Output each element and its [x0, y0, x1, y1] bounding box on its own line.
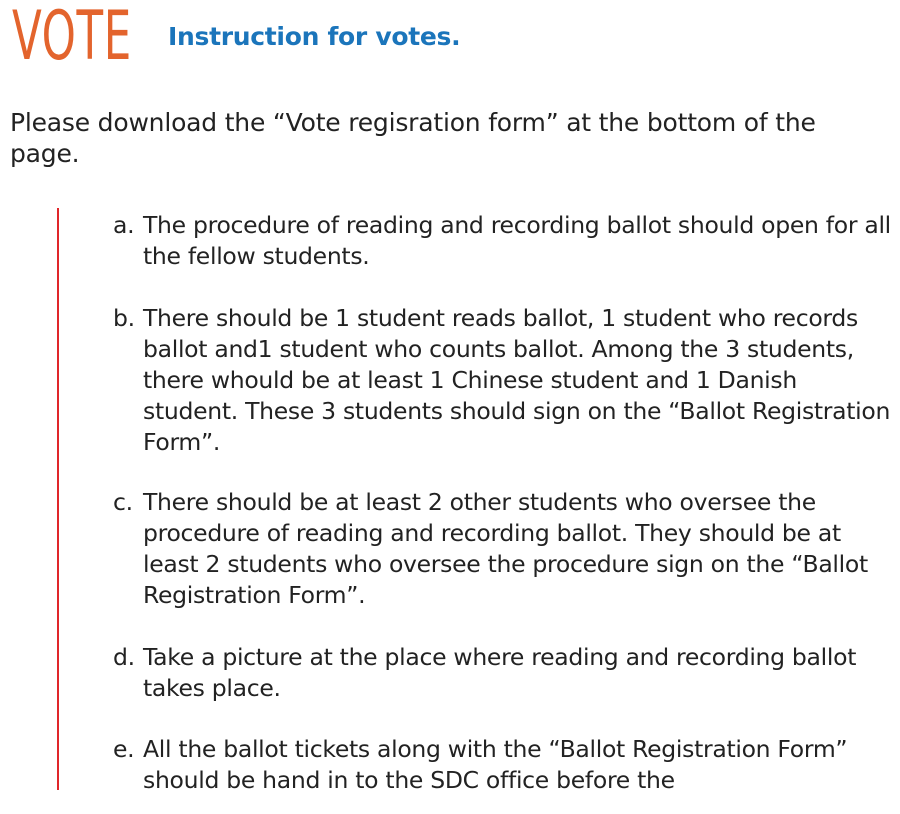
list-item-text: All the ballot tickets along with the “Ballot Registration Form” should be hand in to the SDC office before the: [143, 735, 848, 794]
list-item: [113, 487, 898, 611]
list-item-letter: b.: [113, 304, 135, 332]
list-item-text: The procedure of reading and recording ballot should open for all the fellow students.: [143, 211, 891, 270]
page-subtitle: Instruction for votes.: [168, 22, 461, 51]
intro-paragraph: Please download the “Vote regisration form” at the bottom of the page.: [10, 108, 816, 168]
page-header: [12, 0, 132, 76]
list-item: [113, 210, 898, 272]
list-item-text: Take a picture at the place where reading and recording ballot takes place.: [143, 643, 857, 702]
list-item-letter: c.: [113, 488, 133, 516]
list-item-letter: d.: [113, 643, 135, 671]
list-item: [113, 303, 898, 458]
list-item-text: There should be at least 2 other students who oversee the procedure of reading and recording ballot. They should be at least 2 students who oversee the procedure sign on the “Ballot Registration Form”.: [143, 488, 868, 609]
accent-rule: [57, 208, 59, 790]
list-item: [113, 642, 898, 704]
list-item-letter: a.: [113, 211, 135, 239]
list-item-letter: e.: [113, 735, 135, 763]
page-title: VOTE: [12, 0, 132, 76]
list-item: [113, 734, 898, 796]
list-item-text: There should be 1 student reads ballot, 1 student who records ballot and1 student who counts ballot. Among the 3 students, there whould be at least 1 Chinese student and 1 Danish student. These 3 students should sign on the “Ballot Registration Form”.: [143, 304, 891, 456]
